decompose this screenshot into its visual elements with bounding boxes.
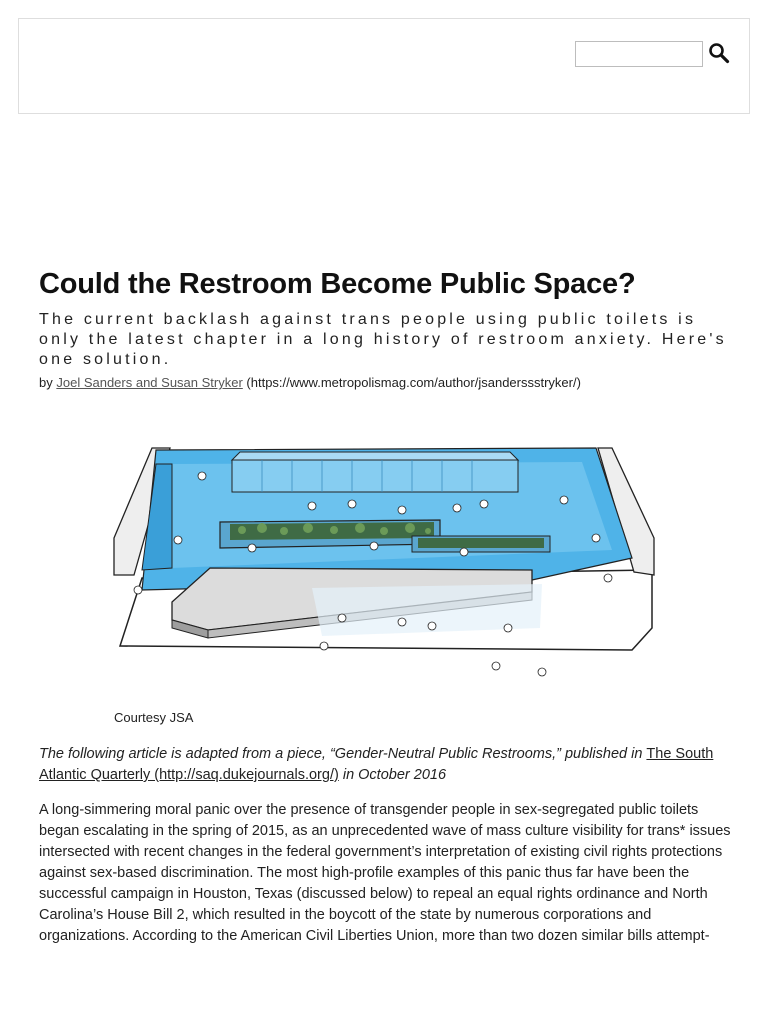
author-link[interactable]: Joel Sanders and Susan Stryker [56,375,243,390]
search-input[interactable] [575,41,703,67]
author-url: (https://www.metropolismag.com/author/jsanderssstryker/) [246,375,581,390]
article-body: A long-simmering moral panic over the presence of transgender people in sex-segregated public toilets began escalating in the spring of 2015, as an unprecedented wave of mass culture visibility for trans* issues intersected with recent changes in the federal government’s interpretation of existing civil rights protections against sex-based discrimination. The most high-profile examples of this panic thus far have been the successful campaign in Houston, Texas (discussed below) to repeal an equal rights ordinance and North Carolina’s House Bill 2, which resulted in the boycott of the state by numerous corporations and organizations. According to the American Civil Liberties Union, more than two dozen similar bills attempt- [39,802,731,944]
restroom-illustration [112,440,658,690]
intro-text-before: The following article is adapted from a piece, “Gender-Neutral Public Restrooms,” published in [39,746,647,762]
article-title: Could the Restroom Become Public Space? [39,268,636,300]
search-button[interactable] [707,41,731,67]
search-icon [708,42,730,64]
intro-source-link[interactable]: The South Atlantic Quarterly (http://saq.dukejournals.org/) [39,746,714,783]
image-caption: Courtesy JSA [114,710,194,725]
byline [39,375,581,390]
article-subtitle: The current backlash against trans people using public toilets is only the latest chapter in a long history of restroom anxiety. Here's one solution. [39,311,727,368]
article-intro [39,744,731,786]
intro-text-after: in October 2016 [338,767,447,783]
byline-prefix: by [39,375,53,390]
